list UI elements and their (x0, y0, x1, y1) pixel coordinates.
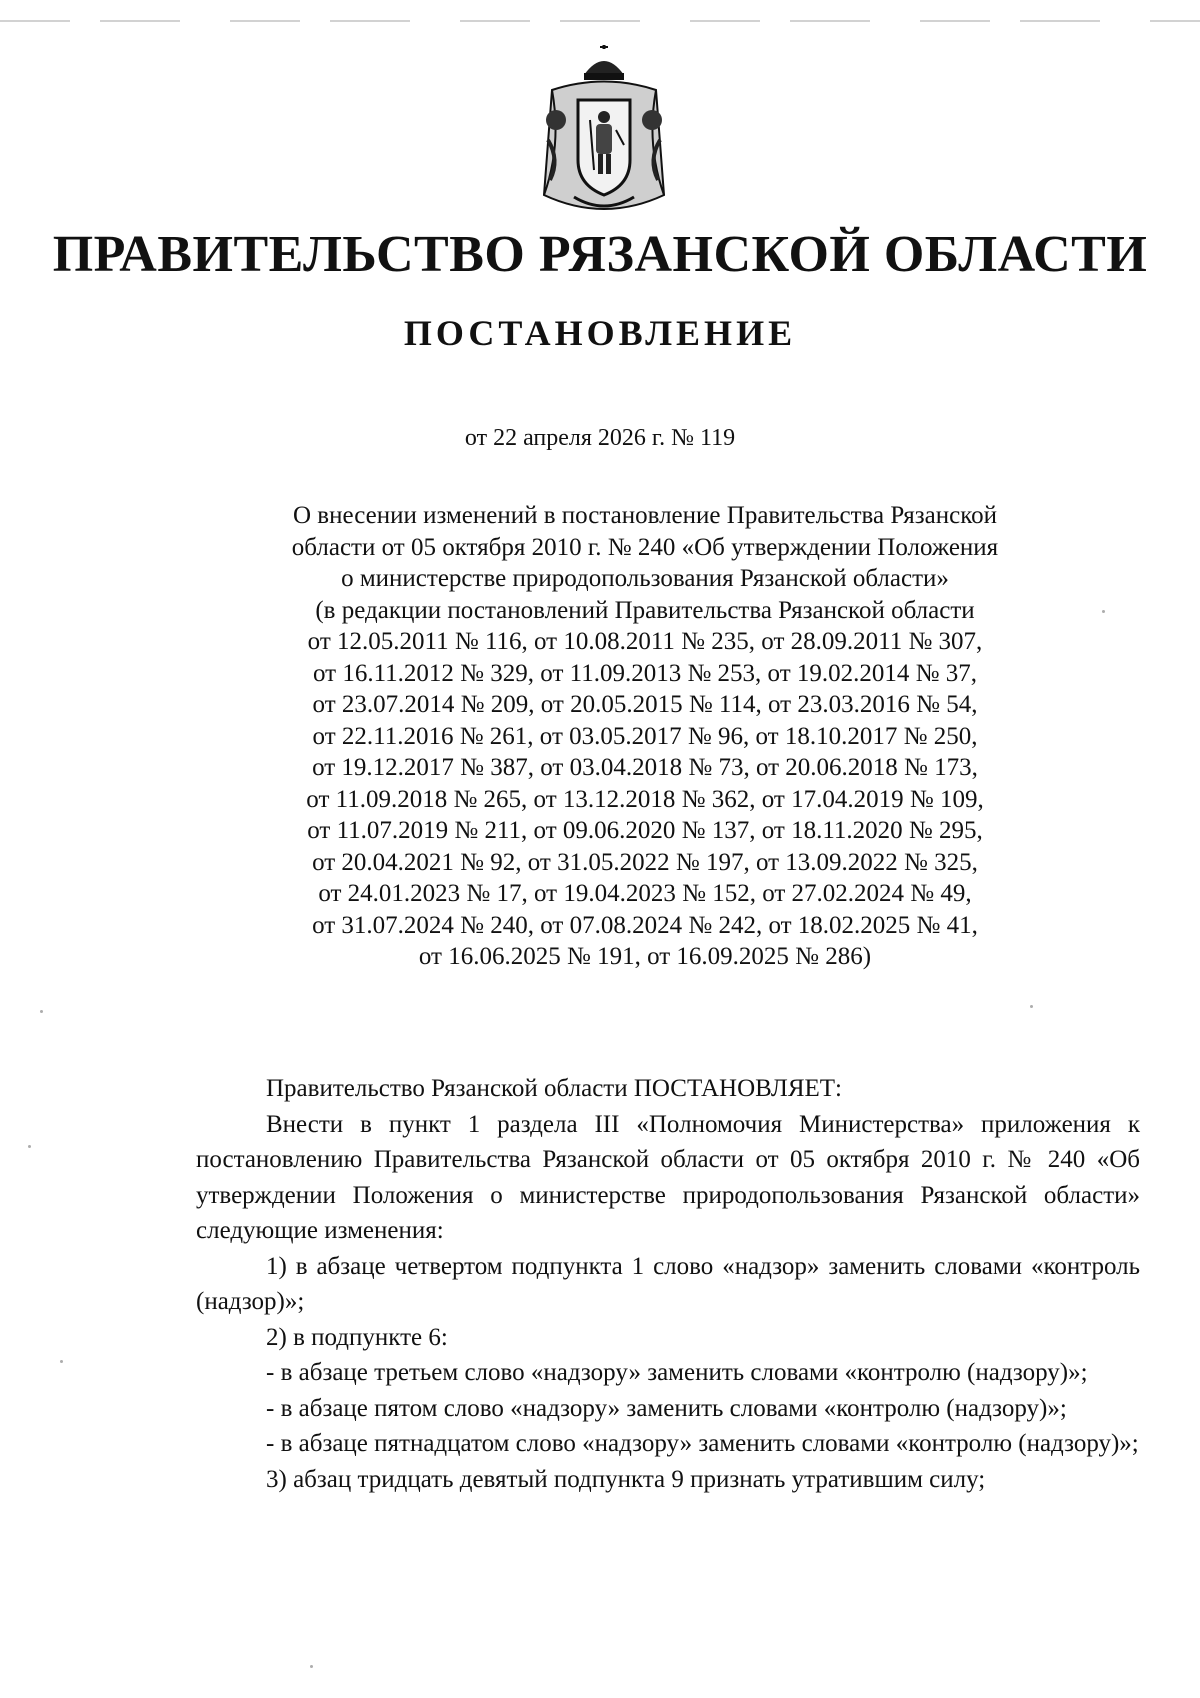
document-heading (230, 500, 1060, 973)
heading-line: О внесении изменений в постановление Правительства Рязанской (292, 502, 997, 529)
body-paragraph: - в абзаце пятнадцатом слово «надзору» заменить словами «контролю (надзору)»; (266, 1430, 1139, 1457)
heading-line: от 24.01.2023 № 17, от 19.04.2023 № 152, от 27.02.2024 № 49, (318, 880, 972, 907)
body-paragraph: 1) в абзаце четвертом подпункта 1 слово «надзор» заменить словами «контроль (надзор)»; (196, 1252, 1140, 1315)
date-number: от 22 апреля 2026 г. № 119 (464, 425, 736, 451)
body-paragraph: Правительство Рязанской области ПОСТАНОВЛЯЕТ: (266, 1075, 842, 1102)
scan-speck (40, 1010, 43, 1013)
heading-line: от 16.06.2025 № 191, от 16.09.2025 № 286) (418, 943, 872, 970)
document-body (196, 1071, 1140, 1497)
scan-speck (28, 1145, 31, 1148)
heading-line: от 16.11.2012 № 329, от 11.09.2013 № 253, от 19.02.2014 № 37, (313, 659, 977, 687)
heading-line: от 11.07.2019 № 211, от 09.06.2020 № 137, от 18.11.2020 № 295, (307, 817, 983, 844)
document-type: ПОСТАНОВЛЕНИЕ (403, 313, 797, 353)
heading-line: от 31.07.2024 № 240, от 07.08.2024 № 242, от 18.02.2025 № 41, (312, 911, 978, 939)
heading-line: от 20.04.2021 № 92, от 31.05.2022 № 197, от 13.09.2022 № 325, (312, 848, 978, 876)
heading-line: от 23.07.2014 № 209, от 20.05.2015 № 114, от 23.03.2016 № 54, (312, 691, 978, 718)
heading-line: о министерстве природопользования Рязанской области» (341, 565, 949, 592)
scan-speck (1030, 1005, 1033, 1008)
heading-line: области от 05 октября 2010 г. № 240 «Об утверждении Положения (291, 533, 999, 561)
government-title: ПРАВИТЕЛЬСТВО РЯЗАНСКОЙ ОБЛАСТИ (52, 226, 1148, 283)
heading-line: (в редакции постановлений Правительства Рязанской области (315, 596, 975, 624)
coat-of-arms-icon (534, 45, 674, 220)
heading-line: от 19.12.2017 № 387, от 03.04.2018 № 73, от 20.06.2018 № 173, (312, 754, 978, 781)
body-paragraph: Внести в пункт 1 раздела III «Полномочия Министерства» приложения к постановлению Правительства Рязанской области от 05 октября 2010 г. № 240 «Об утверждении Положения о министерстве природопользования Рязанской области» следующие изменения: (196, 1110, 1140, 1244)
body-paragraph: - в абзаце третьем слово «надзору» заменить словами «контролю (надзору)»; (266, 1359, 1088, 1386)
heading-line: от 22.11.2016 № 261, от 03.05.2017 № 96, от 18.10.2017 № 250, (312, 722, 978, 750)
heading-line: от 12.05.2011 № 116, от 10.08.2011 № 235, от 28.09.2011 № 307, (307, 628, 983, 655)
body-paragraph: 2) в подпункте 6: (266, 1323, 448, 1351)
scan-speck (60, 1360, 63, 1363)
body-paragraph: - в абзаце пятом слово «надзору» заменить словами «контролю (надзору)»; (266, 1394, 1067, 1422)
scan-speck (1102, 610, 1105, 613)
scan-speck (310, 1665, 313, 1668)
heading-line: от 11.09.2018 № 265, от 13.12.2018 № 362, от 17.04.2019 № 109, (306, 785, 984, 813)
body-paragraph: 3) абзац тридцать девятый подпункта 9 признать утратившим силу; (266, 1465, 986, 1493)
scan-artifact-line (0, 20, 1200, 22)
